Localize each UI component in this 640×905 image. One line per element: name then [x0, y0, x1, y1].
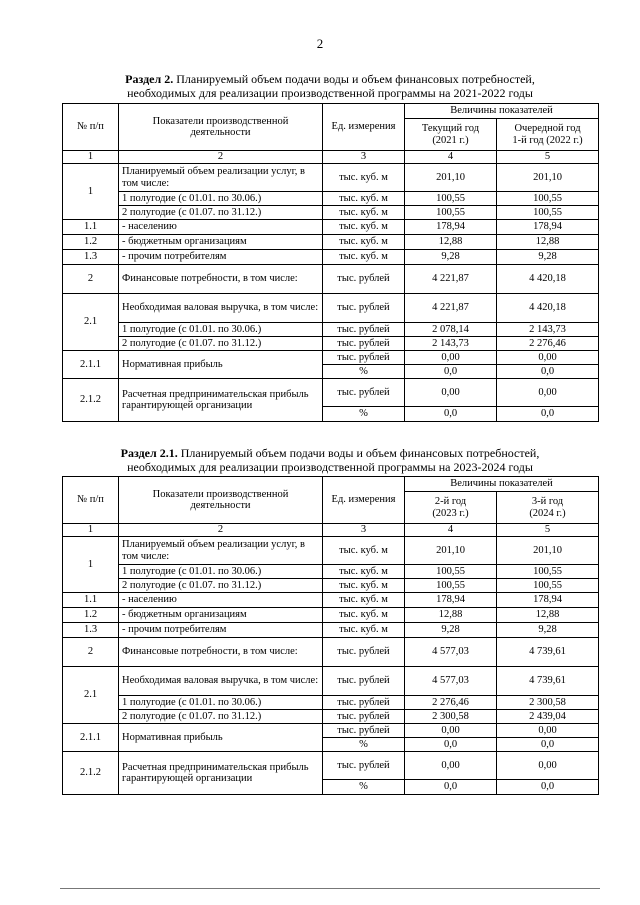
row-num: 1.2: [63, 608, 119, 623]
indicators-table: [62, 476, 599, 795]
section-heading: [60, 446, 600, 474]
table-row: [63, 752, 599, 780]
row-value-1: 0,00: [405, 752, 497, 780]
row-name: Нормативная прибыль: [119, 351, 323, 379]
row-name: 1 полугодие (с 01.01. по 30.06.): [119, 323, 323, 337]
row-value-1: 2 300,58: [405, 710, 497, 724]
row-name: Необходимая валовая выручка, в том числе:: [119, 294, 323, 323]
row-value-2: 4 420,18: [497, 294, 599, 323]
row-value-1: 178,94: [405, 220, 497, 235]
header-indicator: Показатели производственной деятельности: [119, 477, 323, 524]
row-value-1: 100,55: [405, 565, 497, 579]
table-row: [63, 192, 599, 206]
page-bottom-divider: [60, 888, 600, 889]
row-name: 1 полугодие (с 01.01. по 30.06.): [119, 696, 323, 710]
row-name: 1 полугодие (с 01.01. по 30.06.): [119, 565, 323, 579]
table-row: [63, 593, 599, 608]
table-row: [63, 710, 599, 724]
row-num: 1: [63, 164, 119, 220]
section-prefix: Раздел 2.: [125, 72, 174, 86]
row-value-1: 9,28: [405, 250, 497, 265]
section-prefix: Раздел 2.1.: [120, 446, 178, 460]
col-number: 1: [63, 151, 119, 164]
row-value-1: 0,00: [405, 379, 497, 407]
row-name: Планируемый объем реализации услуг, в том числе:: [119, 537, 323, 565]
row-unit: %: [323, 738, 405, 752]
row-value-2: 100,55: [497, 206, 599, 220]
row-unit: тыс. рублей: [323, 710, 405, 724]
row-name: Расчетная предпринимательская прибыль гарантирующей организации: [119, 752, 323, 795]
col-number: 5: [497, 151, 599, 164]
header-col1-line2: (2023 г.): [432, 507, 469, 519]
section-title: Планируемый объем подачи воды и объем финансовых потребностей,: [173, 72, 535, 86]
section-heading: [60, 72, 600, 100]
row-value-1: 2 078,14: [405, 323, 497, 337]
row-num: 1.3: [63, 623, 119, 638]
header-values-group: Величины показателей: [405, 477, 599, 492]
table-row: [63, 638, 599, 667]
row-value-1: 0,0: [405, 407, 497, 422]
row-unit: тыс. куб. м: [323, 608, 405, 623]
row-unit: тыс. куб. м: [323, 565, 405, 579]
header-col2: [497, 492, 599, 524]
row-unit: тыс. рублей: [323, 351, 405, 365]
table-row: [63, 337, 599, 351]
table-row: [63, 724, 599, 738]
row-value-1: 201,10: [405, 537, 497, 565]
header-col2-line1: Очередной год: [514, 123, 581, 134]
table-row: [63, 235, 599, 250]
header-col1: [405, 119, 497, 151]
page-number: 2: [316, 36, 324, 51]
header-num: № п/п: [63, 104, 119, 151]
header-unit: Ед. измерения: [323, 104, 405, 151]
table-row: [63, 206, 599, 220]
row-name: - прочим потребителям: [119, 250, 323, 265]
row-num: 1: [63, 537, 119, 593]
row-value-1: 0,0: [405, 780, 497, 795]
row-value-1: 0,0: [405, 365, 497, 379]
row-name: Финансовые потребности, в том числе:: [119, 265, 323, 294]
row-value-2: 100,55: [497, 565, 599, 579]
column-numbers-row: [63, 524, 599, 537]
row-unit: тыс. рублей: [323, 696, 405, 710]
indicators-table: [62, 103, 599, 422]
table-row: [63, 351, 599, 365]
row-value-2: 4 739,61: [497, 667, 599, 696]
table-row: [63, 565, 599, 579]
row-value-2: 4 420,18: [497, 265, 599, 294]
row-value-2: 2 300,58: [497, 696, 599, 710]
row-unit: тыс. куб. м: [323, 220, 405, 235]
table-row: [63, 323, 599, 337]
header-col2: [497, 119, 599, 151]
header-unit: Ед. измерения: [323, 477, 405, 524]
row-unit: %: [323, 365, 405, 379]
row-value-1: 4 221,87: [405, 294, 497, 323]
row-name: 2 полугодие (с 01.07. по 31.12.): [119, 710, 323, 724]
row-name: - прочим потребителям: [119, 623, 323, 638]
row-num: 1.1: [63, 593, 119, 608]
row-value-2: 0,00: [497, 724, 599, 738]
row-unit: тыс. куб. м: [323, 164, 405, 192]
row-num: 2: [63, 638, 119, 667]
row-name: 2 полугодие (с 01.07. по 31.12.): [119, 579, 323, 593]
col-number: 4: [405, 151, 497, 164]
row-unit: тыс. рублей: [323, 294, 405, 323]
row-value-2: 2 276,46: [497, 337, 599, 351]
header-col1-line1: Текущий год: [421, 123, 480, 134]
table-row: [63, 164, 599, 192]
row-value-2: 0,0: [497, 407, 599, 422]
row-value-2: 0,0: [497, 365, 599, 379]
section-title-line2: необходимых для реализации производственной программы на 2021-2022 годы: [127, 86, 533, 100]
table-row: [63, 608, 599, 623]
header-col2-line2: 1-й год (2022 г.): [512, 134, 583, 146]
column-numbers-row: [63, 151, 599, 164]
header-col2-line1: 3-й год: [531, 496, 564, 507]
table-row: [63, 696, 599, 710]
row-value-2: 0,00: [497, 379, 599, 407]
row-num: 2.1: [63, 667, 119, 724]
row-value-2: 9,28: [497, 623, 599, 638]
header-values-group: Величины показателей: [405, 104, 599, 119]
row-value-1: 178,94: [405, 593, 497, 608]
row-value-2: 201,10: [497, 537, 599, 565]
row-name: Расчетная предпринимательская прибыль гарантирующей организации: [119, 379, 323, 422]
row-unit: тыс. рублей: [323, 265, 405, 294]
section-title-line2: необходимых для реализации производственной программы на 2023-2024 годы: [127, 460, 533, 474]
table-row: [63, 294, 599, 323]
table-row: [63, 265, 599, 294]
row-unit: тыс. рублей: [323, 379, 405, 407]
row-value-1: 2 143,73: [405, 337, 497, 351]
row-value-2: 9,28: [497, 250, 599, 265]
row-value-2: 100,55: [497, 579, 599, 593]
header-indicator: Показатели производственной деятельности: [119, 104, 323, 151]
row-unit: тыс. куб. м: [323, 250, 405, 265]
row-num: 2.1.2: [63, 379, 119, 422]
row-unit: тыс. рублей: [323, 337, 405, 351]
row-value-2: 0,00: [497, 752, 599, 780]
row-num: 1.3: [63, 250, 119, 265]
row-name: 2 полугодие (с 01.07. по 31.12.): [119, 206, 323, 220]
row-value-2: 2 439,04: [497, 710, 599, 724]
row-unit: тыс. рублей: [323, 667, 405, 696]
row-value-1: 0,00: [405, 351, 497, 365]
table-row: [63, 537, 599, 565]
row-value-2: 100,55: [497, 192, 599, 206]
row-num: 1.2: [63, 235, 119, 250]
row-value-1: 4 577,03: [405, 638, 497, 667]
row-unit: тыс. рублей: [323, 724, 405, 738]
row-value-1: 201,10: [405, 164, 497, 192]
row-name: - населению: [119, 593, 323, 608]
table-row: [63, 250, 599, 265]
row-name: Финансовые потребности, в том числе:: [119, 638, 323, 667]
row-name: - бюджетным организациям: [119, 235, 323, 250]
row-num: 2.1: [63, 294, 119, 351]
row-name: Необходимая валовая выручка, в том числе:: [119, 667, 323, 696]
row-value-1: 12,88: [405, 235, 497, 250]
col-number: 4: [405, 524, 497, 537]
row-unit: тыс. рублей: [323, 323, 405, 337]
row-unit: тыс. куб. м: [323, 235, 405, 250]
row-value-2: 12,88: [497, 608, 599, 623]
header-num: № п/п: [63, 477, 119, 524]
col-number: 2: [119, 524, 323, 537]
row-unit: тыс. рублей: [323, 638, 405, 667]
row-num: 2.1.1: [63, 724, 119, 752]
row-value-1: 0,0: [405, 738, 497, 752]
row-value-1: 100,55: [405, 579, 497, 593]
row-num: 2: [63, 265, 119, 294]
row-value-2: 178,94: [497, 593, 599, 608]
table-row: [63, 667, 599, 696]
row-value-1: 4 221,87: [405, 265, 497, 294]
table-row: [63, 579, 599, 593]
row-unit: тыс. куб. м: [323, 537, 405, 565]
col-number: 1: [63, 524, 119, 537]
row-value-2: 201,10: [497, 164, 599, 192]
table-row: [63, 623, 599, 638]
row-unit: тыс. куб. м: [323, 579, 405, 593]
header-col1-line1: 2-й год: [434, 496, 467, 507]
header-col1: [405, 492, 497, 524]
row-value-1: 100,55: [405, 192, 497, 206]
row-name: - бюджетным организациям: [119, 608, 323, 623]
col-number: 2: [119, 151, 323, 164]
row-value-1: 12,88: [405, 608, 497, 623]
row-name: Планируемый объем реализации услуг, в том числе:: [119, 164, 323, 192]
table-row: [63, 220, 599, 235]
row-value-1: 2 276,46: [405, 696, 497, 710]
row-name: - населению: [119, 220, 323, 235]
row-name: 2 полугодие (с 01.07. по 31.12.): [119, 337, 323, 351]
row-value-2: 0,0: [497, 738, 599, 752]
row-name: Нормативная прибыль: [119, 724, 323, 752]
col-number: 5: [497, 524, 599, 537]
row-name: 1 полугодие (с 01.01. по 30.06.): [119, 192, 323, 206]
row-value-1: 9,28: [405, 623, 497, 638]
row-num: 2.1.1: [63, 351, 119, 379]
row-num: 1.1: [63, 220, 119, 235]
row-unit: %: [323, 780, 405, 795]
row-value-2: 0,0: [497, 780, 599, 795]
row-value-2: 0,00: [497, 351, 599, 365]
row-value-1: 100,55: [405, 206, 497, 220]
row-value-2: 4 739,61: [497, 638, 599, 667]
row-value-1: 0,00: [405, 724, 497, 738]
row-value-2: 178,94: [497, 220, 599, 235]
row-unit: тыс. куб. м: [323, 192, 405, 206]
col-number: 3: [323, 524, 405, 537]
row-unit: тыс. куб. м: [323, 623, 405, 638]
row-value-2: 2 143,73: [497, 323, 599, 337]
row-value-2: 12,88: [497, 235, 599, 250]
row-unit: тыс. куб. м: [323, 206, 405, 220]
row-num: 2.1.2: [63, 752, 119, 795]
header-col2-line2: (2024 г.): [529, 507, 566, 519]
table-row: [63, 379, 599, 407]
header-col1-line2: (2021 г.): [432, 134, 469, 146]
section-title: Планируемый объем подачи воды и объем финансовых потребностей,: [177, 446, 540, 460]
col-number: 3: [323, 151, 405, 164]
row-unit: тыс. рублей: [323, 752, 405, 780]
row-unit: %: [323, 407, 405, 422]
row-value-1: 4 577,03: [405, 667, 497, 696]
row-unit: тыс. куб. м: [323, 593, 405, 608]
